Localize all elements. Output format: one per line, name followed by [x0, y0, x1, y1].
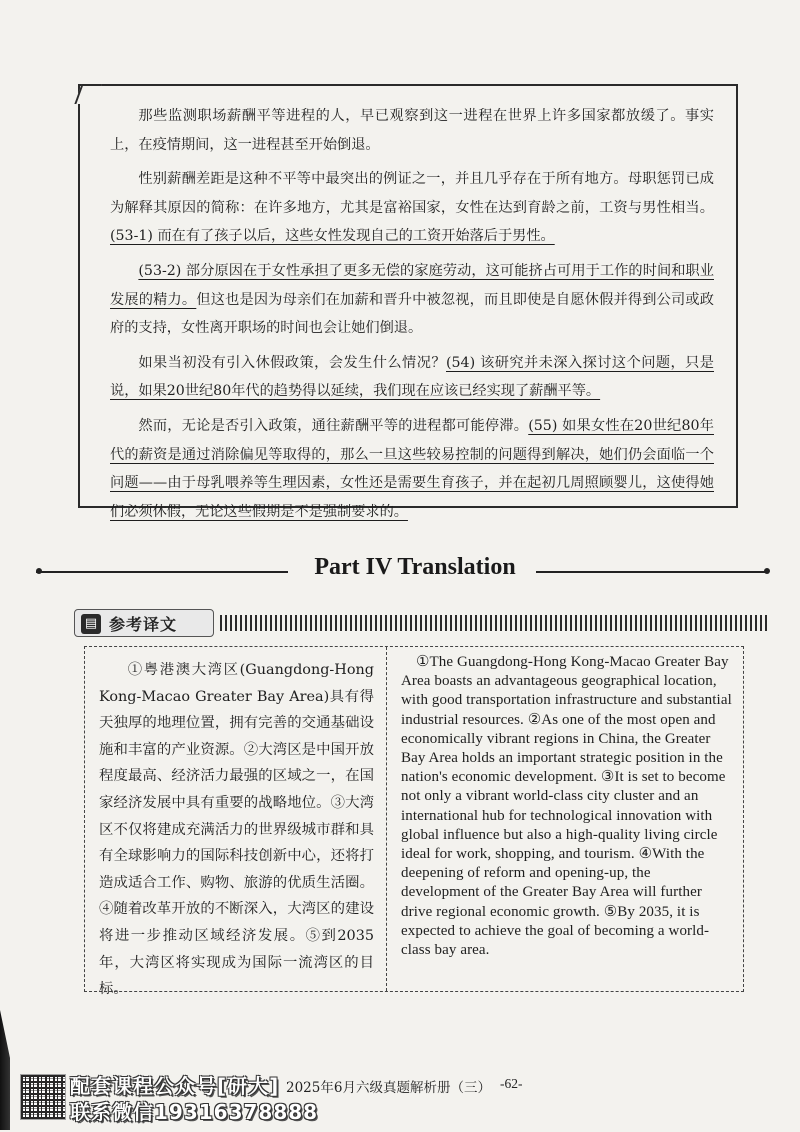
section-title: Part IV Translation	[314, 554, 516, 580]
passage-paragraph-5-text: 然而，无论是否引入政策，通往薪酬平等的进程都可能停滞。	[138, 417, 529, 434]
english-translation-text: ①The Guangdong-Hong Kong-Macao Greater Bay Area boasts an advantageous geographical location, with good transportation infrastructure and substantial industrial resources. ②As one of the most open and economically vibrant regions in China, the Greater Bay Area holds an important strategic position in the nation's economic development. ③It is set to become not only a vibrant world-class city cluster and an international hub for technological innovation with global influence but also a high-quality living circle ideal for work, shopping, and tourism. ④With the deepening of reform and opening-up, the development of the Greater Bay Area will further drive regional economic growth. ⑤By 2035, it is expected to achieve the goal of becoming a world-class bay area.	[401, 654, 732, 959]
passage-paragraph-1: 那些监测职场薪酬平等进程的人，早已观察到这一进程在世界上许多国家都放缓了。事实上，在疫情期间，这一进程甚至开始倒退。	[110, 108, 714, 153]
answer-53-2-underline: (53-2) 部分原因在于女性承担了更多无偿的家庭劳动，这可能挤占可用于工作的时间和职业发展的精力。	[110, 262, 714, 308]
reference-translation-bar	[74, 609, 770, 637]
answer-54-underline: (54) 该研究并未深入探讨这个问题，只是说，如果20世纪80年代的趋势得以延续，我们现在应该已经实现了薪酬平等。	[110, 354, 714, 400]
page-footer	[0, 1064, 800, 1124]
chinese-source-text: ①粤港澳大湾区(Guangdong-Hong Kong-Macao Greater Bay Area)具有得天独厚的地理位置，拥有完善的交通基础设施和丰富的产业资源。②大湾区是中国开放程度最高、经济活力最强的区域之一，在国家经济发展中具有重要的战略地位。③大湾区不仅将建成充满活力的世界级城市群和具有全球影响力的国际科技创新中心，还将打造成适合工作、购物、旅游的优质生活圈。④随着改革开放的不断深入，大湾区的建设将进一步推动区域经济发展。⑤到2035年，大湾区将实现成为国际一流湾区的目标。	[99, 662, 374, 998]
passage-paragraph-3	[110, 257, 714, 343]
box-corner-decoration	[74, 84, 101, 104]
heading-rule-left	[36, 571, 288, 573]
reference-translation-tag	[74, 609, 214, 637]
passage-paragraph-3-text: 但这也是因为母亲们在加薪和晋升中被忽视，而且即使是自愿休假并得到公司或政府的支持，女性离开职场的时间也会让她们倒退。	[110, 291, 714, 337]
passage-paragraph-5	[110, 412, 714, 526]
document-icon: ▤	[81, 614, 101, 634]
passage-paragraph-2-text: 性别薪酬差距是这种不平等中最突出的例证之一，并且几乎存在于所有地方。母职惩罚已成为解释其原因的简称：在许多地方，尤其是富裕国家，女性在达到育龄之前，工资与男性相当。	[110, 171, 714, 216]
passage-paragraph-4	[110, 349, 714, 406]
reference-translation-label: 参考译文	[109, 615, 178, 634]
part-heading	[0, 552, 800, 588]
translation-table	[84, 646, 744, 998]
heading-rule-right	[536, 571, 768, 573]
decorative-tick-rule	[220, 615, 770, 631]
reading-passage-box	[78, 84, 738, 520]
book-title-footer: 2025年6月六级真题解析册（三）	[286, 1080, 491, 1096]
answer-55-underline: (55) 如果女性在20世纪80年代的薪资是通过消除偏见等取得的，那么一旦这些较易控制的问题得到解决，她们仍会面临一个问题——由于母乳喂养等生理因素，女性还是需要生育孩子，并在起初几周照顾婴儿，这使得她们必须休假，无论这些假期是不是强制要求的。	[110, 417, 714, 520]
english-translation-column	[387, 647, 743, 991]
answer-53-1-underline: (53-1) 而在有了孩子以后，这些女性发现自己的工资开始落后于男性。	[110, 228, 555, 245]
heading-rule-cap-left	[36, 568, 42, 574]
chinese-source-column	[85, 647, 387, 998]
qr-code-icon	[20, 1074, 66, 1120]
promo-watermark-line-2: 联系微信19316378888	[70, 1100, 319, 1124]
heading-rule-cap-right	[764, 568, 770, 574]
promo-watermark-line-1: 配套课程公众号[研大]	[70, 1074, 280, 1098]
page-number: -62-	[500, 1076, 523, 1091]
passage-paragraph-2	[110, 165, 714, 251]
passage-paragraph-4-text: 如果当初没有引入休假政策，会发生什么情况？	[138, 354, 446, 371]
